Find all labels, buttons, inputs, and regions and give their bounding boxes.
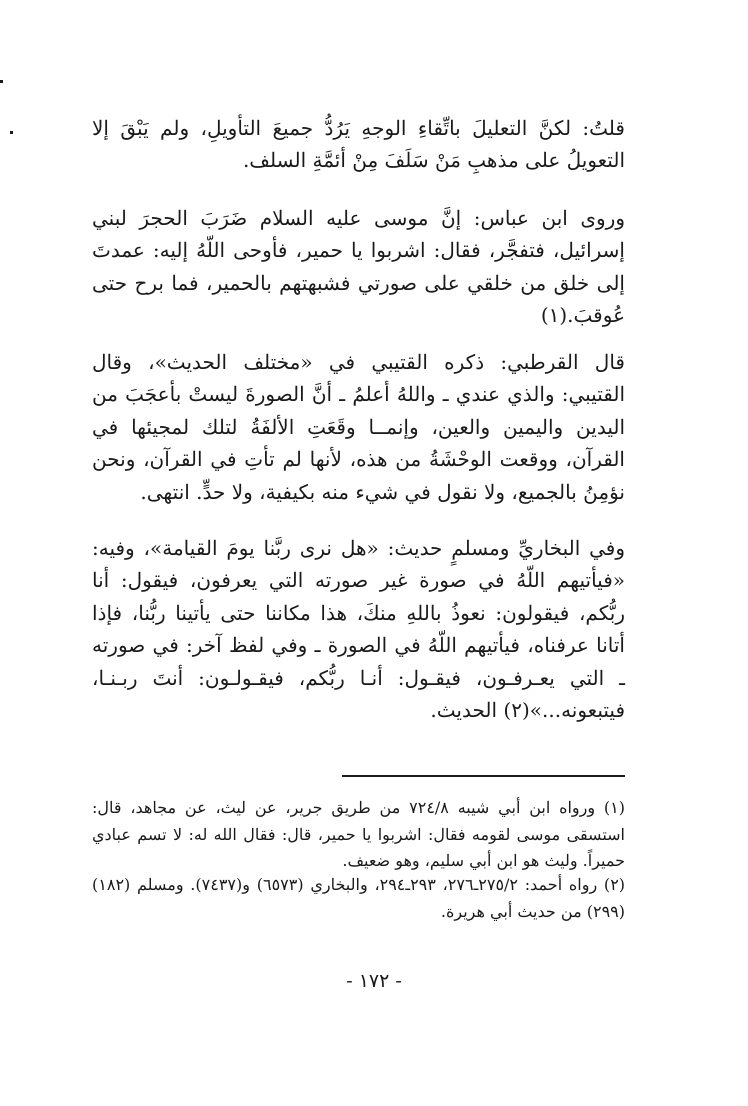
margin-dot xyxy=(0,80,3,83)
footnote-2: (٢) رواه أحمد: ٢٧٥/٢ـ٢٧٦، ٢٩٣ـ٢٩٤، والبخاري (٦٥٧٣) و(٧٤٣٧). ومسلم (١٨٢) (٢٩٩) من حديث أبي هريرة. xyxy=(92,875,626,921)
page-number: - ١٧٢ - xyxy=(346,970,402,992)
footnote-separator xyxy=(342,775,625,777)
paragraph-3: قال القرطبي: ذكره القتيبي في «مختلف الحديث»، وقال القتيبي: والذي عندي ـ واللهُ أعلمُ ـ أنَّ الصورةَ ليستْ بأعجَبَ من اليدين واليمين والعين، وإنمــا وقَعَتِ الألفَةُ لتلك لمجيئها في القرآن، ووقعت الوحْشَةُ من هذه، لأنها لم تأتِ في القرآن، ونحن نؤمِنُ بالجميع، ولا نقول في شيء منه بكيفية، ولا حدٍّ. انتهى. xyxy=(92,350,625,504)
paragraph-1: قلتُ: لكنَّ التعليلَ باتِّقاءِ الوجهِ يَرُدُّ جميعَ التأويلِ، ولم يَبْقَ إلا التعويلُ على مذهبِ مَنْ سَلَفَ مِنْ أئمَّةِ السلف. xyxy=(92,116,625,173)
paragraph-4: وفي البخاريِّ ومسلمٍ حديث: «هل نرى ربَّنا يومَ القيامة»، وفيه: «فيأتيهم اللّهُ في صورة غير صورته التي يعرفون، فيقول: أنا ربُّكم، فيقولون: نعوذُ باللهِ منكَ، هذا مكاننا حتى يأتينا ربُّنا، فإذا أتانا عرفناه، فيأتيهم اللّهُ في الصورة ـ وفي لفظ آخر: في صورته ـ التي يعـرفـون، فيقـول: أنـا ربُّكم، فيقـولـون: أنتَ ربـنـا، فيتبعونه...»(٢) الحديث. xyxy=(92,536,625,723)
footnote-1: (١) ورواه ابن أبي شيبه ٧٢٤/٨ من طريق جرير، عن ليث، عن مجاهد، قال: استسقى موسى لقومه فقال: اشربوا يا حمير، قال: فقال الله له: لا تسم عبادي حميراً. وليث هو ابن أبي سليم، وهو ضعيف. xyxy=(92,798,625,870)
margin-dot xyxy=(10,131,13,134)
paragraph-2: وروى ابن عباس: إنَّ موسى عليه السلام ضَرَبَ الحجرَ لبني إسرائيل، فتفجَّر، فقال: اشربوا يا حمير، فأوحى اللّهُ إليه: عمدتَ إلى خلق من خلقي على صورتي فشبهتهم بالحمير، فما برح حتى عُوقبَ.(١) xyxy=(92,206,625,328)
